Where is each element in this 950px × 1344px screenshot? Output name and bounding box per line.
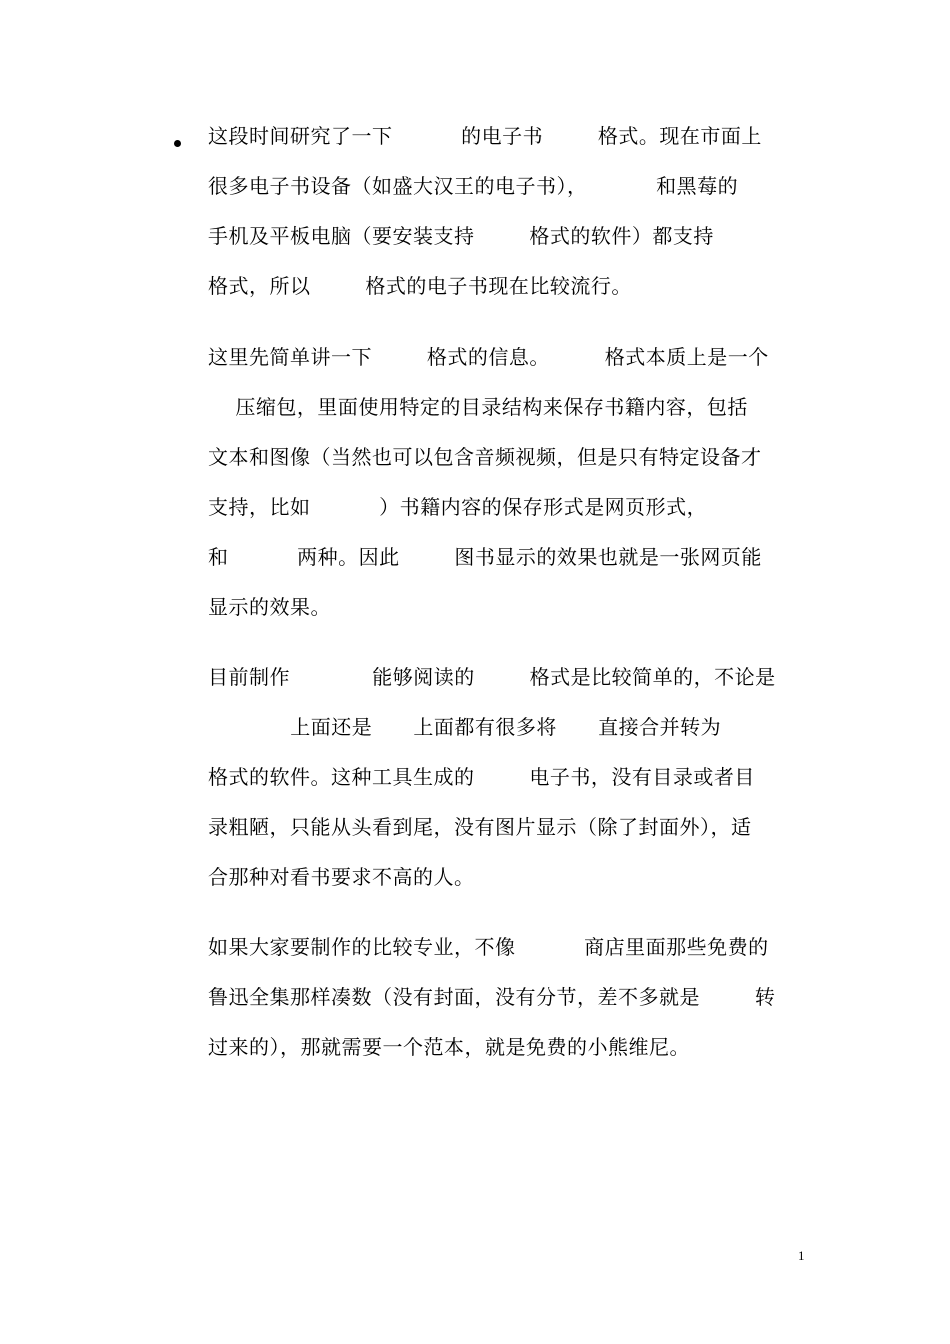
paragraph-3-line-1: 目前制作 能够阅读的 格式是比较简单的，不论是 <box>208 665 776 689</box>
paragraph-2-line-3: 文本和图像（当然也可以包含音频视频，但是只有特定设备才 <box>208 445 762 469</box>
paragraph-2-line-4: 支持，比如 ）书籍内容的保存形式是网页形式， <box>208 495 708 519</box>
paragraph-2-line-5: 和 两种。因此 图书显示的效果也就是一张网页能 <box>208 545 762 569</box>
paragraph-1-line-1: 这段时间研究了一下 的电子书 格式。现在市面上 <box>208 124 762 148</box>
paragraph-2-line-1: 这里先简单讲一下 格式的信息。 格式本质上是一个 <box>208 345 769 369</box>
paragraph-1-line-4: 格式，所以 格式的电子书现在比较流行。 <box>208 274 632 298</box>
paragraph-3-line-5: 合那种对看书要求不高的人。 <box>208 865 475 889</box>
bullet-icon <box>174 140 181 147</box>
paragraph-4-line-1: 如果大家要制作的比较专业，不像 商店里面那些免费的 <box>208 935 769 959</box>
paragraph-3-line-3: 格式的软件。这种工具生成的 电子书，没有目录或者目 <box>208 765 755 789</box>
paragraph-4-line-3: 过来的），那就需要一个范本，就是免费的小熊维尼。 <box>208 1035 690 1059</box>
page-number: 1 <box>798 1248 805 1263</box>
paragraph-2-line-6: 显示的效果。 <box>208 595 331 619</box>
paragraph-3-line-2: 上面还是 上面都有很多将 直接合并转为 <box>208 715 722 739</box>
paragraph-1-line-3: 手机及平板电脑（要安装支持 格式的软件）都支持 <box>208 224 714 248</box>
paragraph-2-line-2: 压缩包，里面使用特定的目录结构来保存书籍内容，包括 <box>208 395 748 419</box>
paragraph-4-line-2: 鲁迅全集那样凑数（没有封面，没有分节，差不多就是 转 <box>208 985 776 1009</box>
paragraph-1-line-2: 很多电子书设备（如盛大汉王的电子书）， 和黑莓的 <box>208 174 739 198</box>
paragraph-3-line-4: 录粗陋，只能从头看到尾，没有图片显示（除了封面外），适 <box>208 815 752 839</box>
